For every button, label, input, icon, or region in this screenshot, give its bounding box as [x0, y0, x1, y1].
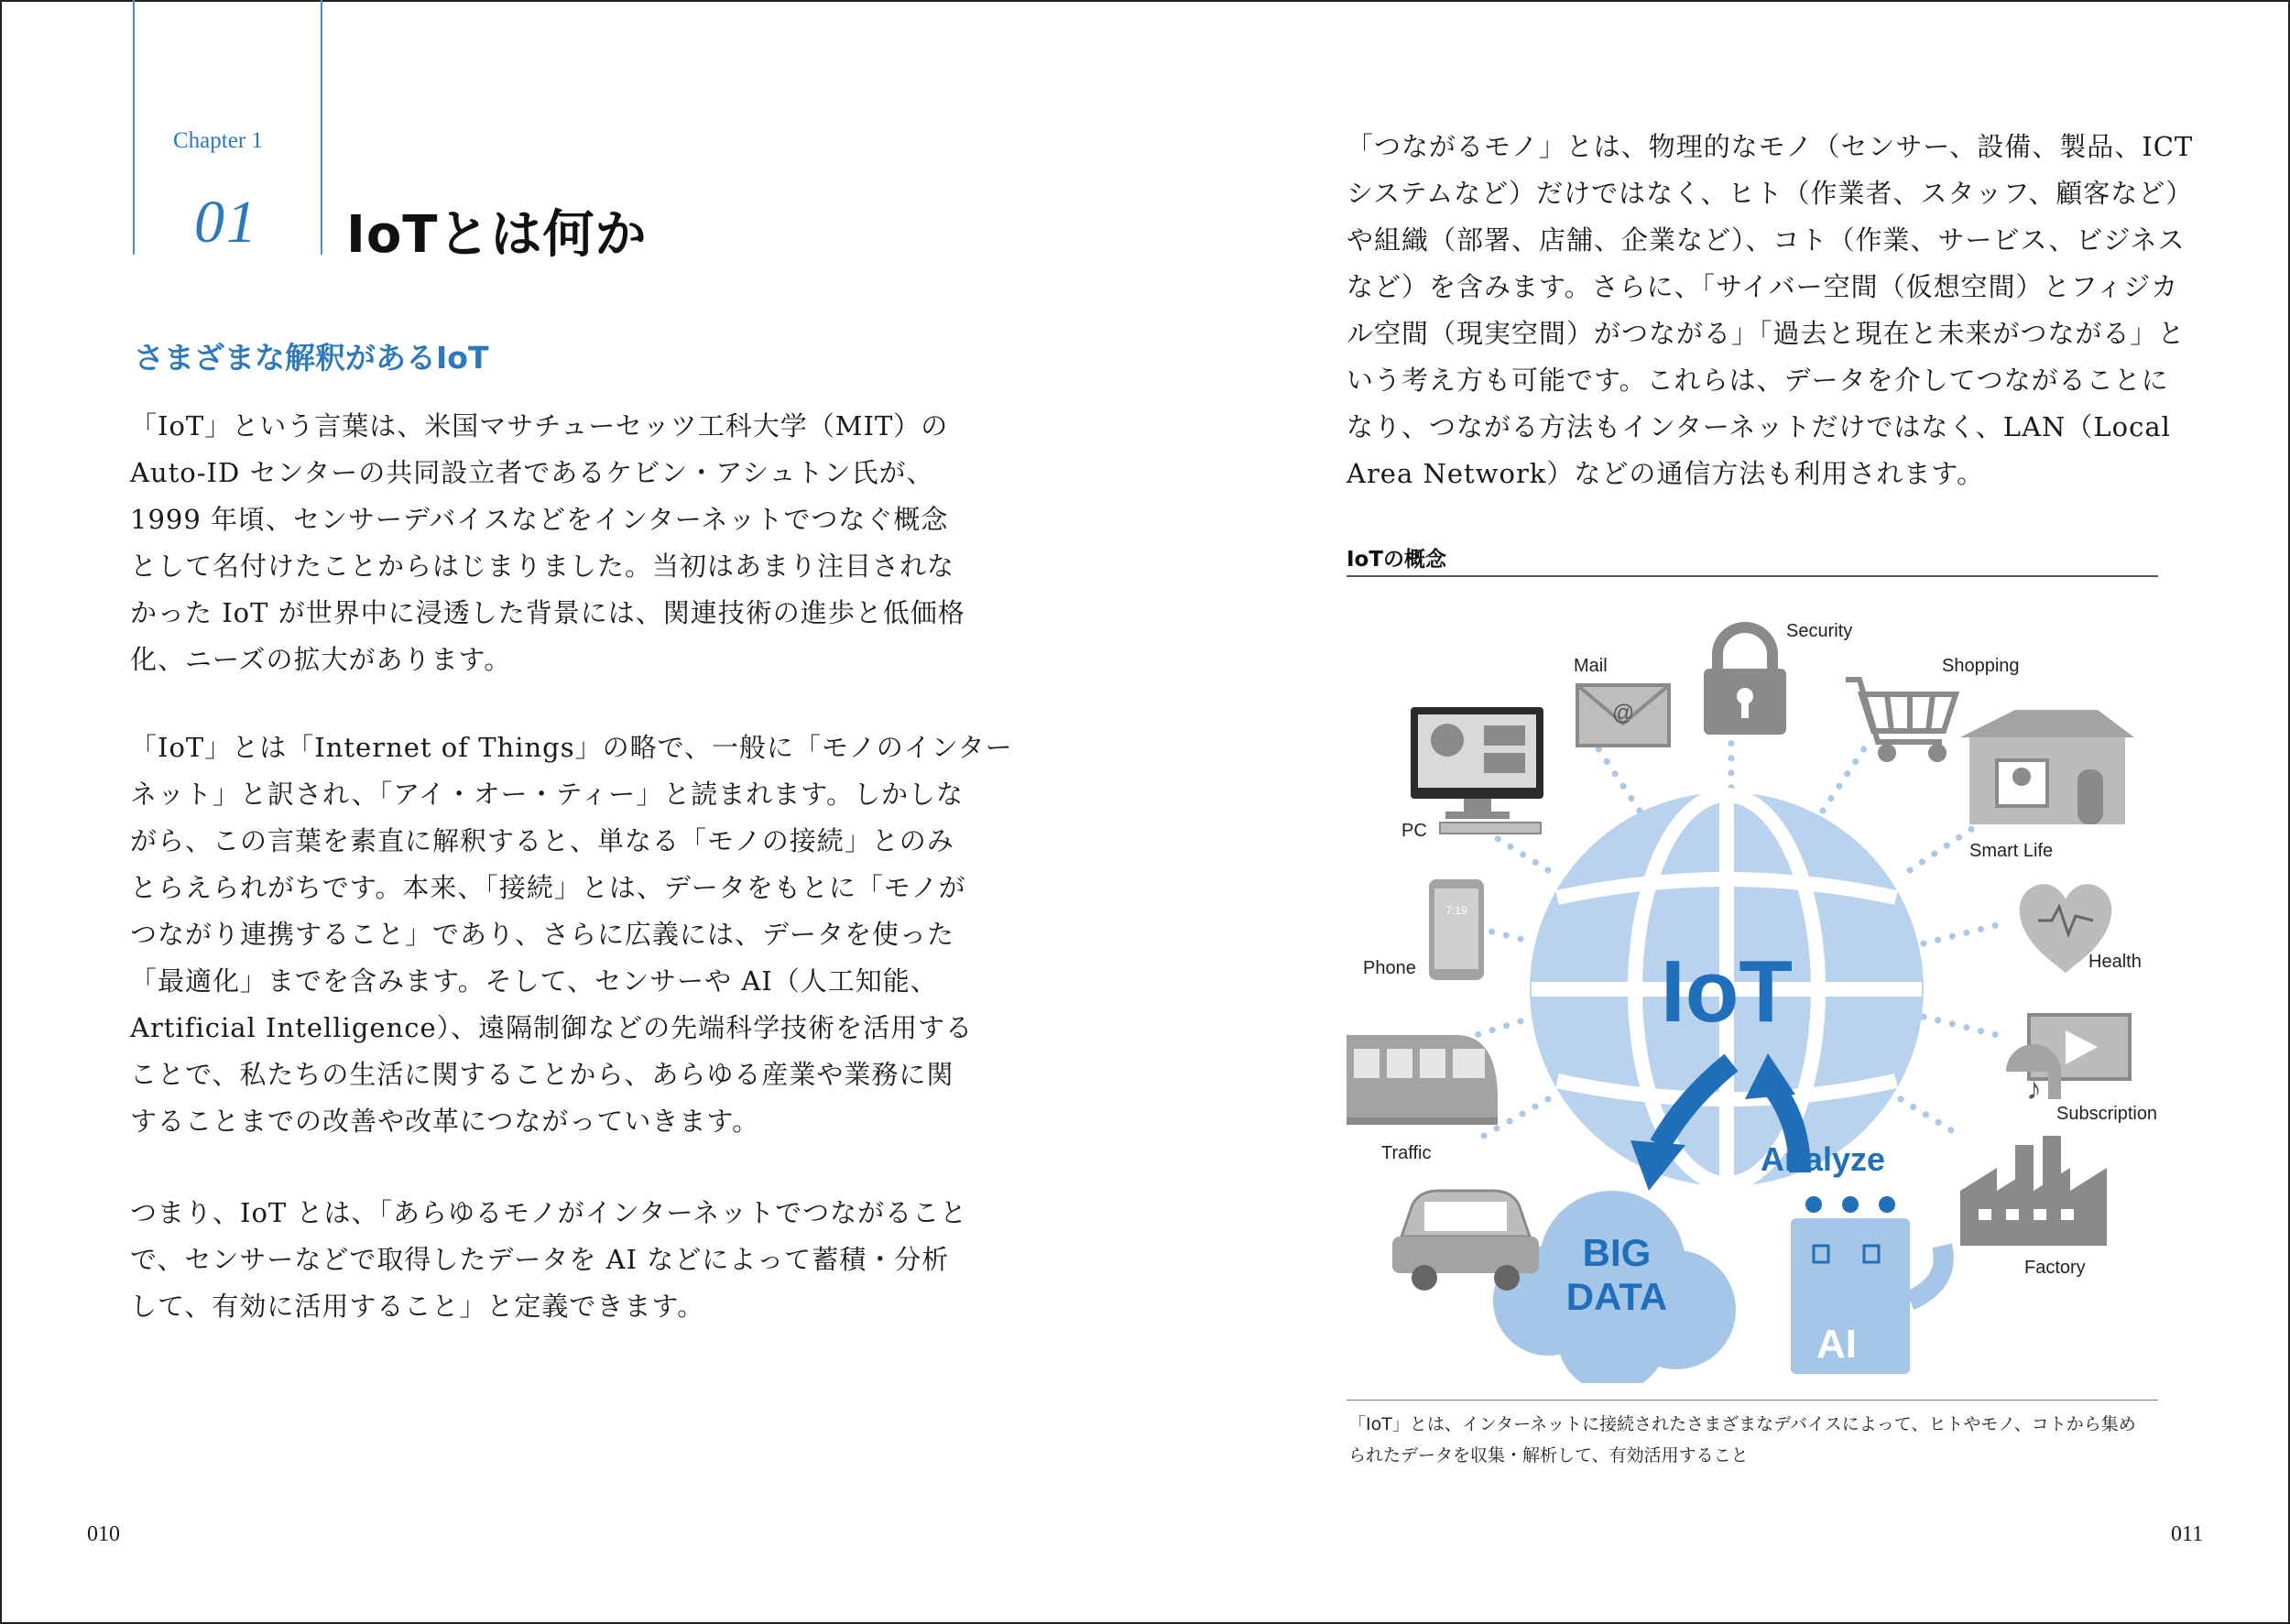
big-data-cloud-icon: [1493, 1191, 1736, 1383]
phone-label: Phone: [1363, 958, 1416, 978]
body-paragraph-2: 「IoT」とは「Internet of Things」の略で、一般に「モノのインター ネット」と訳され、「アイ・オー・ティー」と読まれます。しかしな がら、この言葉を素直に解釈すると、単なる「モノの接続」とのみ とらえられがちです。本来、「接続」とは、データをもとに「モノが つながり連携すること」であり、さらに広義には、データを使った 「最適化」までを含みます。そして、センサーや AI（人工知能、 Artificial Intelligence）、遠隔制御などの先端科学技術を活用する ことで、私たちの生活に関することから、あらゆる産業や業務に関 することまでの改善や改革につながっていきます。: [130, 732, 1013, 1137]
caption-rule: [1347, 1400, 2158, 1401]
pc-monitor-icon: [1411, 707, 1543, 834]
chapter-label: Chapter 1: [173, 128, 263, 153]
factory-label: Factory: [2024, 1258, 2086, 1278]
health-label: Health: [2088, 952, 2142, 972]
subscription-label: Subscription: [2056, 1104, 2158, 1124]
page-number-left: 010: [87, 1522, 120, 1546]
svg-text:@: @: [1611, 701, 1635, 725]
big-data-label-line2: DATA: [1565, 1275, 1668, 1318]
chapter-divider-right: [321, 0, 322, 255]
chapter-divider-left: [133, 0, 135, 255]
mail-icon: [1577, 685, 1669, 746]
security-label: Security: [1786, 621, 1853, 641]
ai-label: AI: [1816, 1322, 1857, 1367]
body-paragraph-3: つまり、IoT とは、「あらゆるモノがインターネットでつながること で、センサーなどで取得したデータを AI などによって蓄積・分析 して、有効に活用すること」と定義できます。: [130, 1197, 968, 1322]
body-paragraph-1: 「IoT」という言葉は、米国マサチューセッツ工科大学（MIT）の Auto-ID センターの共同設立者であるケビン・アシュトン氏が、 1999 年頃、センサーデバイスなどをインターネットでつなぐ概念 として名付けたことからはじまりました。当初はあまり注目されな かった IoT が世界中に浸透した背景には、関連技術の進歩と低価格 化、ニーズの拡大があります。: [130, 410, 965, 675]
globe-iot-label: IoT: [1661, 943, 1793, 1041]
section-number: 01: [194, 189, 258, 256]
shopping-label: Shopping: [1942, 656, 2020, 676]
section-heading: さまざまな解釈があるIoT: [134, 340, 489, 376]
house-icon: [1960, 710, 2134, 824]
phone-clock: 7:19: [1445, 904, 1467, 917]
figure-title: IoTの概念: [1347, 548, 1447, 572]
subscription-film-icon: [2006, 1015, 2130, 1106]
car-icon: [1392, 1191, 1539, 1291]
chapter-title: IoTとは何か: [346, 205, 648, 265]
train-icon: [1347, 1035, 1498, 1125]
traffic-label: Traffic: [1381, 1143, 1432, 1163]
page-number-right: 011: [2171, 1522, 2204, 1546]
right-body-paragraph: 「つながるモノ」とは、物理的なモノ（センサー、設備、製品、ICT システムなど）だけではなく、ヒト（作業者、スタッフ、顧客など） や組織（部署、店舗、企業など）、コト（作業、サービス、ビジネス など）を含みます。さらに、「サイバー空間（仮想空間）とフィジカ ル空間（現実空間）がつながる」「過去と現在と未来がつながる」と いう考え方も可能です。これらは、データを介してつながることに なり、つながる方法もインターネットだけではなく、LAN（Local Area Network）などの通信方法も利用されます。: [1347, 131, 2194, 489]
figure-caption: 「IoT」とは、インターネットに接続されたさまざまなデバイスによって、ヒトやモノ、コトから集め られたデータを収集・解析して、有効活用すること: [1348, 1414, 2136, 1466]
factory-icon: [1960, 1136, 2107, 1246]
figure-title-rule: [1347, 575, 2158, 577]
music-note-icon: ♪: [2026, 1072, 2042, 1106]
ai-robot-icon: [1791, 1196, 1944, 1374]
smart-life-label: Smart Life: [1969, 841, 2054, 861]
pc-label: PC: [1401, 821, 1427, 841]
big-data-label-line1: BIG: [1582, 1231, 1652, 1274]
globe-icon: [1530, 792, 1924, 1186]
phone-icon: [1429, 879, 1484, 980]
lock-icon: [1704, 627, 1786, 735]
analyze-label: Analyze: [1760, 1140, 1886, 1178]
iot-concept-figure: [1337, 605, 2162, 1383]
mail-label: Mail: [1574, 656, 1608, 676]
